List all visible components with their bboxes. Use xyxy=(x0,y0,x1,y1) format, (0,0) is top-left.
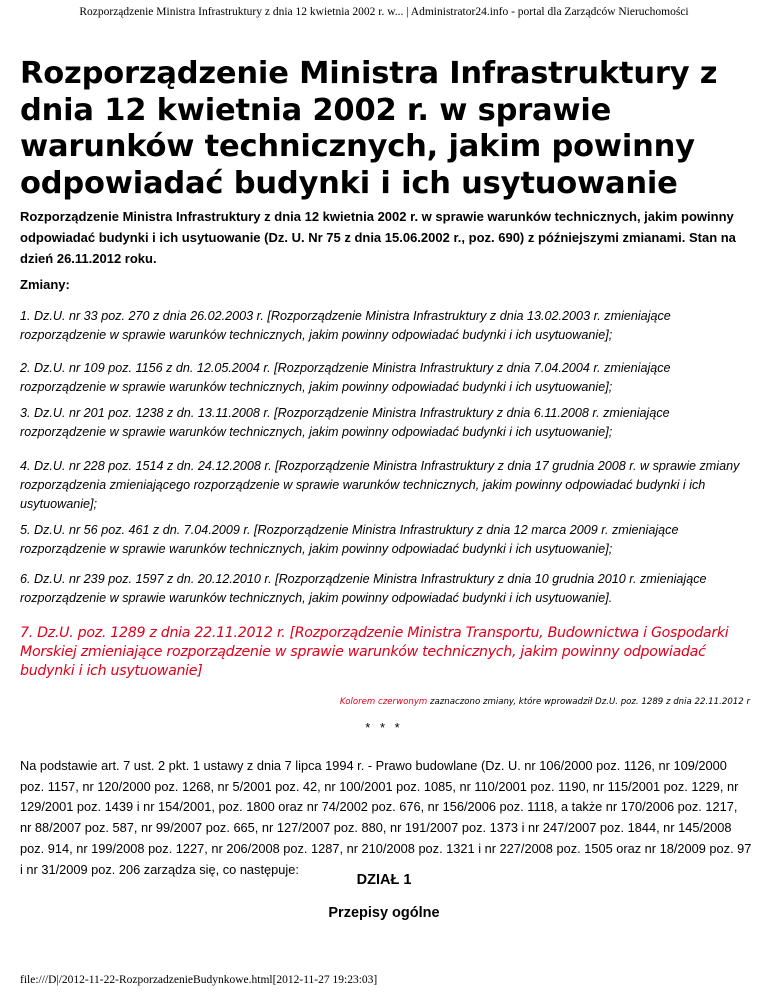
page-title: Rozporządzenie Ministra Infrastruktury z dnia 12 kwietnia 2002 r. w sprawie warunków technicznych, jakim powinny odpowiadać budynki i ich usytuowanie xyxy=(20,56,718,201)
color-legend-note xyxy=(340,697,750,707)
amendment-item-new: 7. Dz.U. poz. 1289 z dnia 22.11.2012 r. [Rozporządzenie Ministra Transportu, Budownictwa i Gospodarki Morskiej zmieniające rozporządzenie w sprawie warunków technicznych, jakim powinny odpowiadać budynki i ich usytuowanie] xyxy=(20,625,729,679)
intro-paragraph: Rozporządzenie Ministra Infrastruktury z dnia 12 kwietnia 2002 r. w sprawie warunków technicznych, jakim powinny odpowiadać budynki i ich usytuowanie (Dz. U. Nr 75 z dnia 15.06.2002 r., poz. 690) z późniejszymi zmianami. Stan na dzień 26.11.2012 roku. xyxy=(20,209,736,266)
amendment-item: 2. Dz.U. nr 109 poz. 1156 z dn. 12.05.2004 r. [Rozporządzenie Ministra Infrastruktury z dnia 7.04.2004 r. zmieniające rozporządzenie w sprawie warunków technicznych, jakim powinny odpowiadać budynki i ich usytuowanie]; xyxy=(20,361,671,394)
print-footer: file:///D|/2012-11-22-RozporzadzenieBudynkowe.html[2012-11-27 19:23:03] xyxy=(20,974,378,986)
amendment-item: 6. Dz.U. nr 239 poz. 1597 z dn. 20.12.2010 r. [Rozporządzenie Ministra Infrastruktury z dnia 10 grudnia 2010 r. zmieniające rozporządzenie w sprawie warunków technicznych, jakim powinny odpowiadać budynki i ich usytuowanie]. xyxy=(20,572,707,605)
preamble-paragraph: Na podstawie art. 7 ust. 2 pkt. 1 ustawy z dnia 7 lipca 1994 r. - Prawo budowlane (Dz. U. nr 106/2000 poz. 1126, nr 109/2000 poz. 1157, nr 120/2000 poz. 1268, nr 5/2001 poz. 42, nr 100/2001 poz. 1085, nr 110/2001 poz. 1190, nr 115/2001 poz. 1229, nr 129/2001 poz. 1439 i nr 154/2001, poz. 1800 oraz nr 74/2002 poz. 676, nr 156/2006 poz. 1118, a także nr 170/2006 poz. 1217, nr 88/2007 poz. 587, nr 99/2007 poz. 665, nr 127/2007 poz. 880, nr 191/2007 poz. 1373 i nr 247/2007 poz. 1844, nr 145/2008 poz. 914, nr 199/2008 poz. 1227, nr 206/2008 poz. 1287, nr 210/2008 poz. 1321 i nr 227/2008 poz. 1505 oraz nr 18/2009 poz. 97 i nr 31/2009 poz. 206 zarządza się, co następuje: xyxy=(20,758,752,877)
section-title: DZIAŁ 1 xyxy=(356,872,412,888)
color-legend-red-text: Kolorem czerwonym xyxy=(339,697,428,707)
changes-heading: Zmiany: xyxy=(20,277,70,292)
color-legend-text: zaznaczono zmiany, które wprowadził Dz.U. poz. 1289 z dnia 22.11.2012 r xyxy=(427,697,750,707)
print-header: Rozporządzenie Ministra Infrastruktury z dnia 12 kwietnia 2002 r. w... | Administrator24.info - portal dla Zarządców Nieruchomości xyxy=(79,6,689,18)
section-subtitle: Przepisy ogólne xyxy=(328,905,440,921)
amendment-item: 5. Dz.U. nr 56 poz. 461 z dn. 7.04.2009 r. [Rozporządzenie Ministra Infrastruktury z dnia 12 marca 2009 r. zmieniające rozporządzenie w sprawie warunków technicznych, jakim powinny odpowiadać budynki i ich usytuowanie]; xyxy=(20,523,679,556)
amendment-item: 4. Dz.U. nr 228 poz. 1514 z dn. 24.12.2008 r. [Rozporządzenie Ministra Infrastruktury z dnia 17 grudnia 2008 r. w sprawie zmiany rozporządzenia zmieniającego rozporządzenie w sprawie warunków technicznych, jakim powinny odpowiadać budynki i ich usytuowanie]; xyxy=(20,459,740,511)
separator: * * * xyxy=(365,720,403,735)
amendment-item: 1. Dz.U. nr 33 poz. 270 z dnia 26.02.2003 r. [Rozporządzenie Ministra Infrastruktury z dnia 13.02.2003 r. zmieniające rozporządzenie w sprawie warunków technicznych, jakim powinny odpowiadać budynki i ich usytuowanie]; xyxy=(20,309,671,342)
amendment-item: 3. Dz.U. nr 201 poz. 1238 z dn. 13.11.2008 r. [Rozporządzenie Ministra Infrastruktury z dnia 6.11.2008 r. zmieniające rozporządzenie w sprawie warunków technicznych, jakim powinny odpowiadać budynki i ich usytuowanie]; xyxy=(20,406,670,439)
